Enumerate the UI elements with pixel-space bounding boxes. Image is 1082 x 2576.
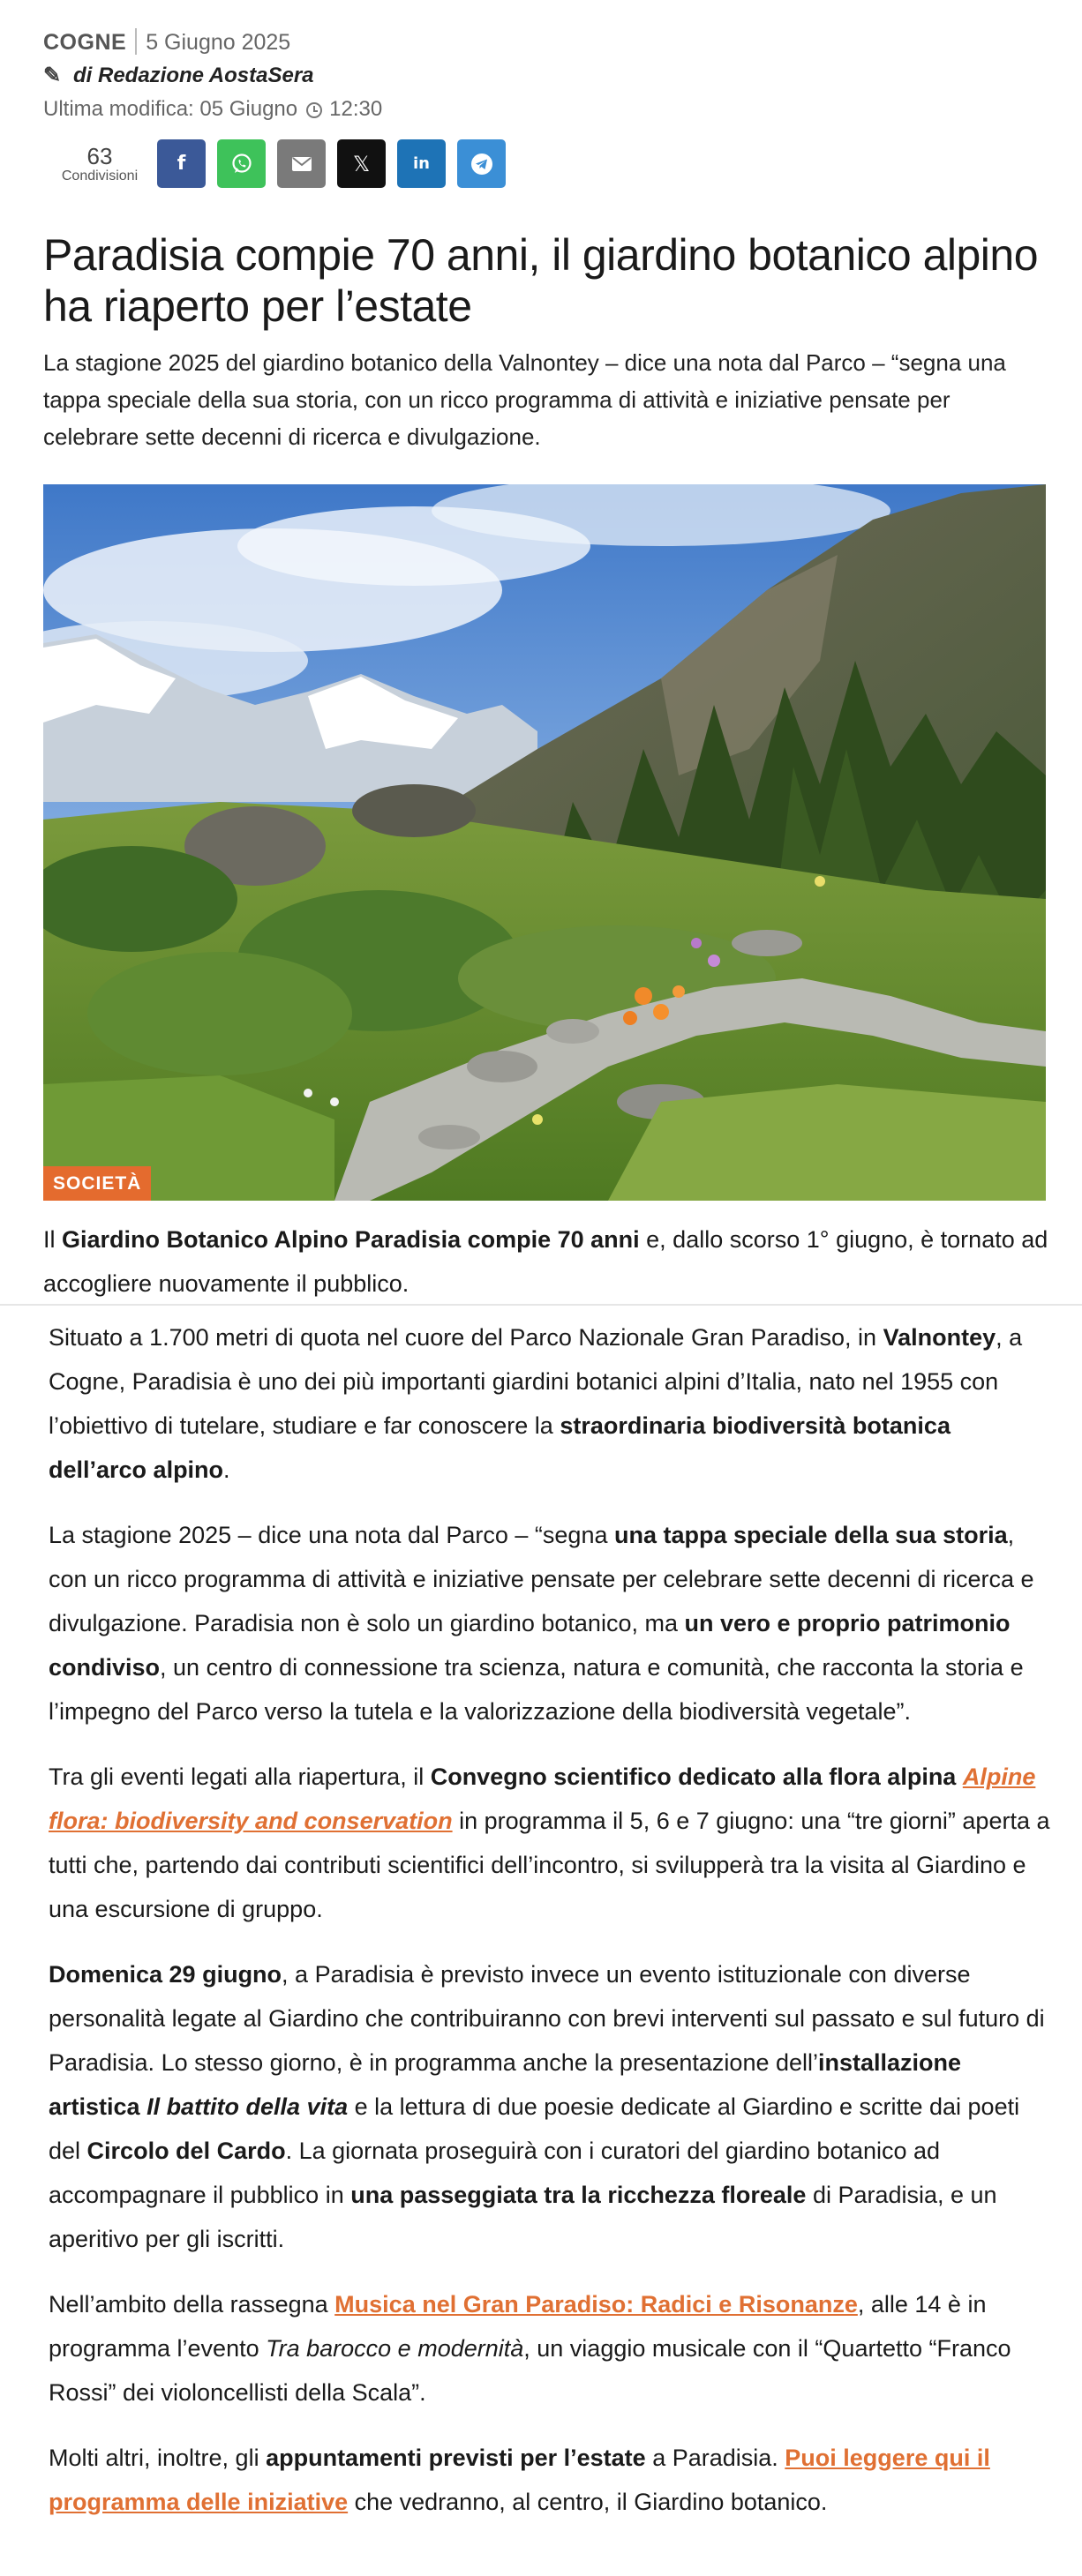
alpine-garden-photo	[43, 484, 1046, 1201]
paragraph-appuntamenti: Molti altri, inoltre, gli appuntamenti previsti per l’estate a Paradisia. Puoi leggere qui il programma delle iniziative che vedranno, al centro, il Giardino botanico.	[49, 2445, 990, 2515]
last-modified-date: Ultima modifica: 05 Giugno	[43, 97, 298, 121]
share-counter	[51, 144, 148, 184]
link-musica-gran-paradiso[interactable]: Musica nel Gran Paradiso: Radici e Risonanze	[334, 2291, 858, 2318]
article-meta	[43, 26, 290, 58]
share-whatsapp-button[interactable]	[217, 139, 266, 188]
article-title: Paradisia compie 70 anni, il giardino botanico alpino ha riaperto per l’estate	[43, 230, 1039, 331]
share-count: 63	[86, 143, 113, 169]
x-icon: 𝕏	[352, 151, 371, 176]
last-modified-time: 12:30	[329, 97, 383, 121]
share-facebook-button[interactable]	[157, 139, 206, 188]
share-linkedin-button[interactable]	[397, 139, 446, 188]
author-name[interactable]: di Redazione AostaSera	[73, 64, 314, 87]
share-x-button[interactable]	[337, 139, 386, 188]
section-divider	[0, 1304, 1082, 1306]
author-byline	[43, 60, 314, 92]
paragraph-convegno: Tra gli eventi legati alla riapertura, il Convegno scientifico dedicato alla flora alpina Alpine flora: biodiversity and conservation in programma il 5, 6 e 7 giugno: una “tre giorni” aperta a tutti che, partendo dai contributi scientifici dell’incontro, si svilupperà tra la visita al Giardino e una escursione di gruppo.	[49, 1764, 1050, 1922]
category-badge[interactable]: SOCIETÀ	[43, 1166, 151, 1201]
article-hero-image[interactable]	[43, 484, 1046, 1201]
share-email-button[interactable]	[277, 139, 326, 188]
telegram-icon	[470, 152, 494, 176]
link-programma-iniziative[interactable]: Puoi leggere qui il programma delle iniziative	[49, 2445, 990, 2515]
share-count-label: Condivisioni	[61, 168, 139, 183]
paragraph-season: La stagione 2025 – dice una nota dal Parco – “segna una tappa speciale della sua storia, con un ricco programma di attività e iniziative pensate per celebrare sette decenni di ricerca e divulgazione. Paradisia non è solo un giardino botanico, ma un vero e proprio patrimonio condiviso, un centro di connessione tra scienza, natura e comunità, che racconta la storia e l’impegno del Parco verso la tutela e la valorizzazione della biodiversità vegetale”.	[49, 1522, 1034, 1725]
paragraph-location: Situato a 1.700 metri di quota nel cuore del Parco Nazionale Gran Paradiso, in Valnontey, a Cogne, Paradisia è uno dei più importanti giardini botanici alpini d’Italia, nato nel 1955 con l’obiettivo di tutelare, studiare e far conoscere la straordinaria biodiversità botanica dell’arco alpino.	[49, 1324, 1023, 1483]
location-link[interactable]: COGNE	[43, 30, 127, 55]
meta-divider	[135, 28, 137, 55]
article-intro: Il Giardino Botanico Alpino Paradisia compie 70 anni e, dallo scorso 1° giugno, è tornato ad accogliere nuovamente il pubblico.	[43, 1226, 1048, 1297]
email-icon	[291, 156, 312, 172]
publish-date: 5 Giugno 2025	[146, 30, 291, 55]
link-alpine-flora[interactable]: Alpine flora: biodiversity and conservation	[49, 1764, 1036, 1834]
facebook-icon: f	[177, 153, 186, 175]
pen-icon: ✎	[43, 64, 62, 87]
linkedin-icon: in	[413, 154, 430, 173]
last-modified	[43, 94, 382, 125]
paragraph-domenica: Domenica 29 giugno, a Paradisia è previsto invece un evento istituzionale con diverse personalità legate al Giardino che contribuiranno con brevi interventi sul passato e sul futuro di Paradisia. Lo stesso giorno, è in programma anche la presentazione dell’installazione artistica Il battito della vita e la lettura di due poesie dedicate al Giardino e scritte dai poeti del Circolo del Cardo. La giornata proseguirà con i curatori del giardino botanico ad accompagnare il pubblico in una passeggiata tra la ricchezza floreale di Paradisia, e un aperitivo per gli iscritti.	[49, 1961, 1045, 2252]
share-telegram-button[interactable]	[457, 139, 506, 188]
whatsapp-icon	[230, 153, 253, 176]
clock-icon	[306, 102, 322, 118]
article-lead: La stagione 2025 del giardino botanico della Valnontey – dice una nota dal Parco – “segna una tappa speciale della sua storia, con un ricco programma di attività e iniziative pensate per celebrare sette decenni di ricerca e divulgazione.	[43, 349, 1006, 450]
paragraph-musica: Nell’ambito della rassegna Musica nel Gran Paradiso: Radici e Risonanze, alle 14 è in programma l’evento Tra barocco e modernità, un viaggio musicale con il “Quartetto “Franco Rossi” dei violoncellisti della Scala”.	[49, 2291, 1011, 2406]
article-body	[49, 1315, 1055, 2545]
